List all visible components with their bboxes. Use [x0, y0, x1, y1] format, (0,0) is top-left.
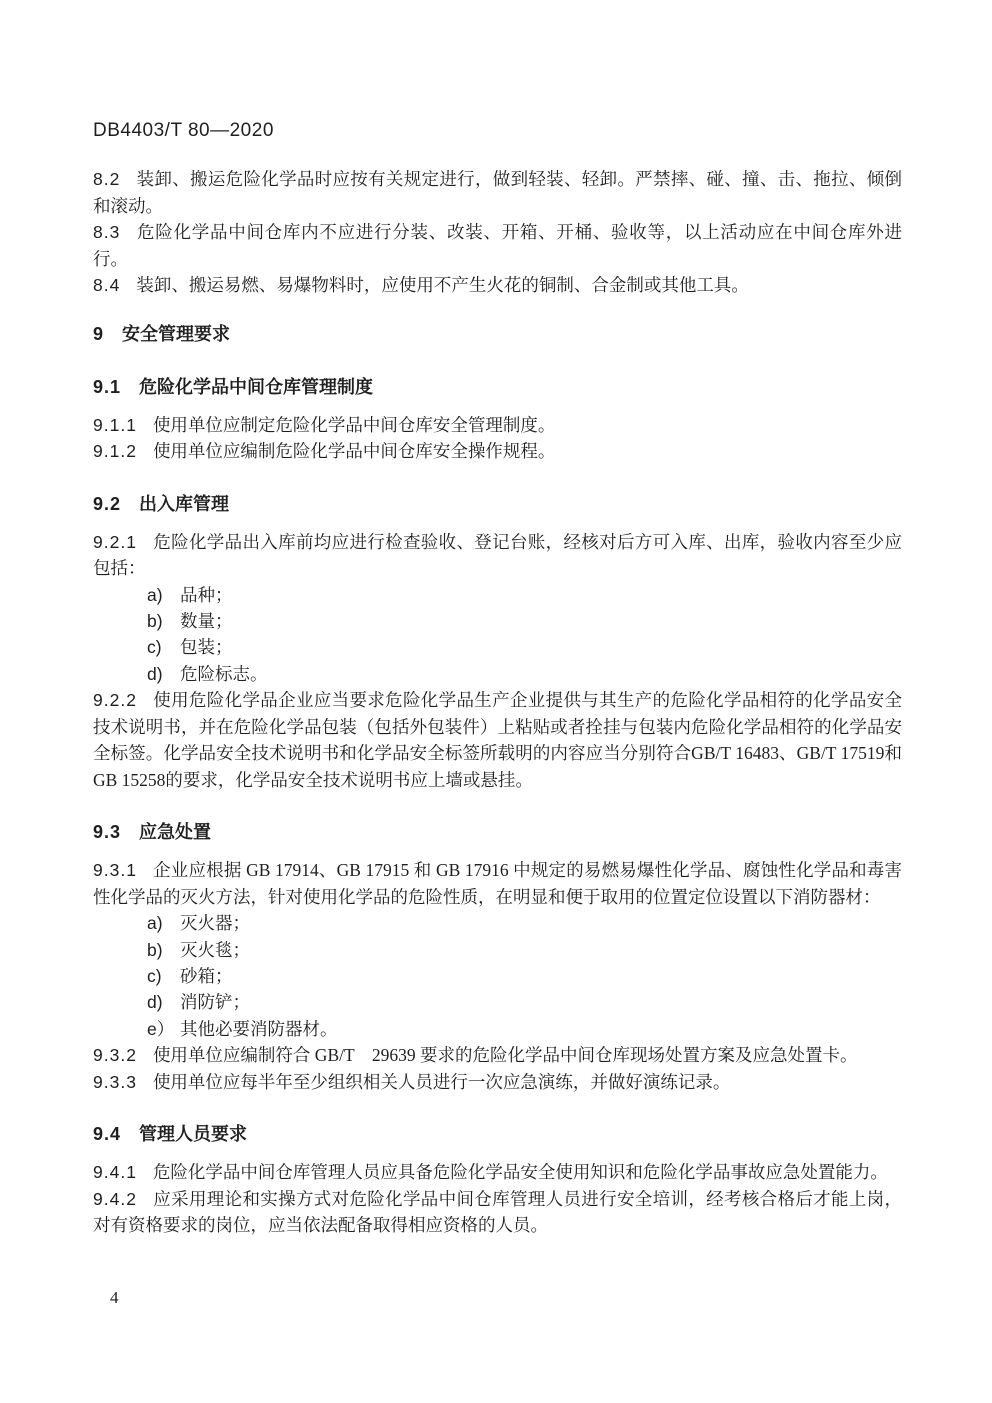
- list-item-text: 数量；: [180, 610, 233, 631]
- list-item-letter: c): [147, 965, 162, 986]
- section-number: 9.1: [93, 376, 122, 397]
- clause-9-4-1: [93, 1159, 902, 1186]
- clause-text: 装卸、搬运危险化学品时应按有关规定进行，做到轻装、轻卸。严禁摔、碰、撞、击、拖拉、倾倒和滚动。: [93, 169, 902, 216]
- chapter-title: 安全管理要求: [122, 323, 231, 344]
- clause-number: 8.4: [93, 275, 121, 295]
- list-9-3-1: [93, 910, 902, 1042]
- list-item: [147, 989, 902, 1015]
- clause-number: 9.3.3: [93, 1071, 137, 1092]
- clause-8-2: [93, 166, 902, 219]
- list-item-letter: a): [147, 584, 163, 605]
- clause-number: 9.2.2: [93, 690, 137, 711]
- section-number: 9.4: [93, 1124, 122, 1145]
- clause-number: 9.4.2: [93, 1188, 137, 1209]
- clause-number: 9.1.1: [93, 414, 137, 435]
- list-item-text: 灭火器；: [180, 913, 250, 934]
- standard-code-header: DB4403/T 80—2020: [93, 120, 274, 141]
- clause-text: 使用单位应编制危险化学品中间仓库安全操作规程。: [152, 441, 556, 461]
- list-item-text: 消防铲；: [180, 992, 250, 1013]
- section-title: 应急处置: [139, 822, 212, 843]
- clause-text: 危险化学品中间仓库内不应进行分装、改装、开箱、开桶、验收等，以上活动应在中间仓库外进行。: [93, 222, 902, 269]
- clause-number: 8.2: [93, 169, 121, 189]
- list-item: [147, 582, 902, 608]
- list-item-text: 包装；: [180, 637, 233, 658]
- list-item: [147, 661, 902, 687]
- chapter-number: 9: [93, 323, 105, 344]
- clause-9-4-2: [93, 1186, 902, 1239]
- list-item-letter: d): [147, 992, 163, 1013]
- clause-8-4: [93, 272, 902, 299]
- list-item-letter: e）: [147, 1018, 175, 1039]
- chapter-heading-9: [93, 320, 902, 346]
- list-item-letter: b): [147, 610, 163, 631]
- section-title: 危险化学品中间仓库管理制度: [139, 376, 374, 397]
- clause-number: 9.2.1: [93, 531, 137, 552]
- clause-9-2-2: [93, 687, 902, 793]
- list-item-text: 灭火毯；: [180, 939, 250, 960]
- list-item-letter: a): [147, 913, 163, 934]
- list-item-text: 品种；: [180, 584, 233, 605]
- clause-text: 使用单位应每半年至少组织相关人员进行一次应急演练，并做好演练记录。: [152, 1071, 731, 1092]
- list-item: [147, 937, 902, 963]
- list-item: [147, 634, 902, 660]
- clause-number: 9.3.1: [93, 860, 137, 881]
- section-heading-9-4: [93, 1120, 902, 1146]
- list-item-letter: d): [147, 663, 163, 684]
- section-heading-9-2: [93, 490, 902, 516]
- clause-text: 使用单位应编制符合 GB/T 29639 要求的危险化学品中间仓库现场处置方案及应急处置卡。: [152, 1045, 858, 1066]
- list-item: [147, 910, 902, 936]
- clause-9-2-1: [93, 529, 902, 582]
- list-item-text: 危险标志。: [180, 663, 268, 684]
- list-item-text: 砂箱；: [180, 965, 233, 986]
- clause-9-3-3: [93, 1069, 902, 1096]
- clause-number: 8.3: [93, 222, 121, 242]
- clause-text: 装卸、搬运易燃、易爆物料时，应使用不产生火花的铜制、合金制或其他工具。: [136, 275, 749, 295]
- list-item: [147, 1016, 902, 1042]
- section-number: 9.2: [93, 493, 122, 514]
- section-title: 管理人员要求: [139, 1124, 248, 1145]
- list-item: [147, 963, 902, 989]
- list-item: [147, 608, 902, 634]
- list-9-2-1: [93, 582, 902, 688]
- page-number: 4: [110, 1288, 119, 1307]
- clause-9-3-1: [93, 857, 902, 910]
- clause-text: 企业应根据 GB 17914、GB 17915 和 GB 17916 中规定的易燃易爆性化学品、腐蚀性化学品和毒害性化学品的灭火方法，针对使用化学品的危险性质，在明显和便于取用的位置定位设置以下消防器材：: [93, 860, 902, 907]
- clause-text: 应采用理论和实操方式对危险化学品中间仓库管理人员进行安全培训，经考核合格后才能上岗，对有资格要求的岗位，应当依法配备取得相应资格的人员。: [93, 1188, 902, 1236]
- section-heading-9-1: [93, 373, 902, 399]
- clause-text: 使用危险化学品企业应当要求危险化学品生产企业提供与其生产的危险化学品相符的化学品安全技术说明书，并在危险化学品包装（包括外包装件）上粘贴或者拴挂与包装内危险化学品相符的化学品安全标签。化学品安全技术说明书和化学品安全标签所载明的内容应当分别符合GB/T 16483、GB/T 17519和GB 15258的要求，化学品安全技术说明书应上墙或悬挂。: [93, 690, 902, 790]
- section-title: 出入库管理: [139, 493, 230, 514]
- section-heading-9-3: [93, 818, 902, 844]
- clause-9-1-2: [93, 438, 902, 465]
- clause-8-3: [93, 219, 902, 272]
- document-body: [93, 120, 902, 1239]
- clause-9-1-1: [93, 412, 902, 439]
- clause-9-3-2: [93, 1042, 902, 1069]
- clause-text: 使用单位应制定危险化学品中间仓库安全管理制度。: [152, 414, 556, 435]
- clause-text: 危险化学品出入库前均应进行检查验收、登记台账，经核对后方可入库、出库，验收内容至少应包括：: [93, 531, 902, 578]
- clause-number: 9.1.2: [93, 441, 137, 461]
- clause-number: 9.4.1: [93, 1162, 137, 1183]
- clause-text: 危险化学品中间仓库管理人员应具备危险化学品安全使用知识和危险化学品事故应急处置能力。: [152, 1162, 888, 1183]
- list-item-letter: c): [147, 637, 162, 658]
- list-item-letter: b): [147, 939, 163, 960]
- clause-number: 9.3.2: [93, 1045, 137, 1066]
- section-number: 9.3: [93, 822, 122, 843]
- list-item-text: 其他必要消防器材。: [180, 1018, 338, 1039]
